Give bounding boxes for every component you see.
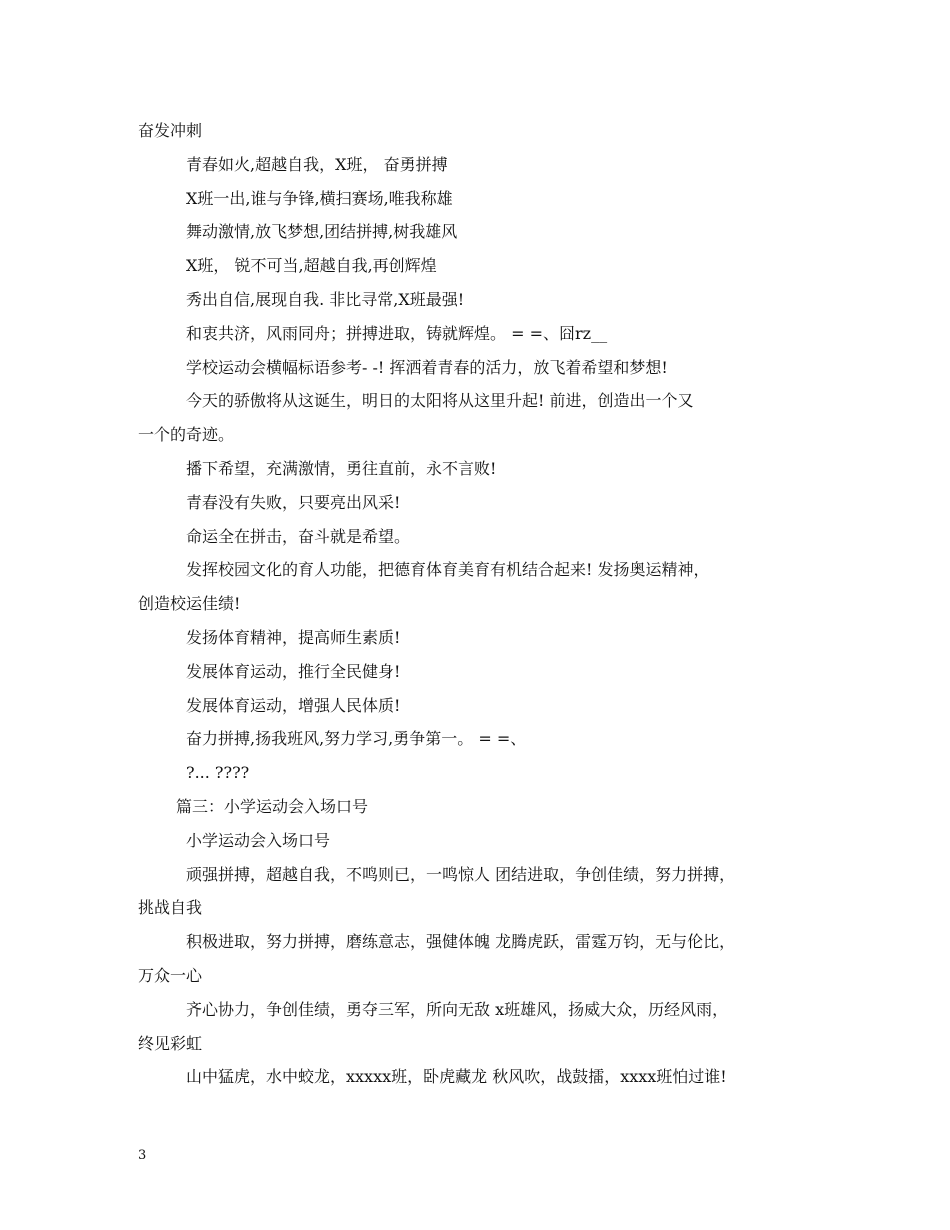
section-heading: 篇三：小学运动会入场口号 (176, 796, 369, 816)
text-line: 万众一心 (138, 965, 203, 985)
text-line: 终见彩虹 (138, 1033, 203, 1053)
text-line: X班， 锐不可当,超越自我,再创辉煌 (186, 256, 437, 276)
text-line: 发展体育运动，推行全民健身! (186, 661, 401, 681)
text-line: 奋力拼搏,扬我班风,努力学习,勇争第一。 = =、 (186, 729, 527, 749)
text-line: 积极进取，努力拼搏，磨练意志，强健体魄 龙腾虎跃，雷霆万钧，无与伦比， (186, 932, 736, 952)
text-line: 发挥校园文化的育人功能，把德育体育美育有机结合起来! 发扬奥运精神， (186, 560, 710, 580)
text-line: 挑战自我 (138, 898, 203, 918)
text-line: 山中猛虎，水中蛟龙，xxxxx班，卧虎藏龙 秋风吹，战鼓擂，xxxx班怕过谁! (186, 1067, 727, 1087)
text-line: 一个的奇迹。 (138, 425, 235, 445)
text-line: 顽强拼搏，超越自我，不鸣则已，一鸣惊人 团结进取，争创佳绩，努力拼搏， (186, 864, 736, 884)
text-line: X班一出,谁与争锋,横扫赛场,唯我称雄 (186, 188, 453, 208)
text-line: 今天的骄傲将从这诞生，明日的太阳将从这里升起! 前进，创造出一个又 (186, 391, 694, 411)
document-body (138, 114, 818, 1094)
text-line: 青春没有失败，只要亮出风采! (186, 492, 401, 512)
text-line: 齐心协力，争创佳绩，勇夺三军，所向无敌 x班雄风，扬威大众，历经风雨， (186, 999, 729, 1019)
text-line: 播下希望，充满激情，勇往直前，永不言败! (186, 458, 497, 478)
text-line: 发展体育运动，增强人民体质! (186, 695, 401, 715)
text-line: 奋发冲刺 (138, 121, 203, 140)
text-line: 发扬体育精神，提高师生素质! (186, 627, 401, 647)
text-line: 青春如火,超越自我，X班， 奋勇拼搏 (186, 154, 448, 174)
text-line: ?... ???? (186, 763, 250, 783)
text-line: 和衷共济，风雨同舟；拼搏进取，铸就辉煌。 = =、囧rz__ (186, 323, 608, 343)
text-line: 命运全在拼击，奋斗就是希望。 (186, 526, 411, 546)
text-line: 舞动激情,放飞梦想,团结拼搏,树我雄风 (186, 222, 458, 242)
text-line: 学校运动会横幅标语参考- -! 挥洒着青春的活力，放飞着希望和梦想! (186, 357, 668, 377)
page-number: 3 (138, 1148, 147, 1163)
text-line: 秀出自信,展现自我. 非比寻常,X班最强! (186, 289, 465, 309)
text-line: 创造校运佳绩! (138, 594, 241, 614)
section-title: 小学运动会入场口号 (186, 830, 331, 850)
